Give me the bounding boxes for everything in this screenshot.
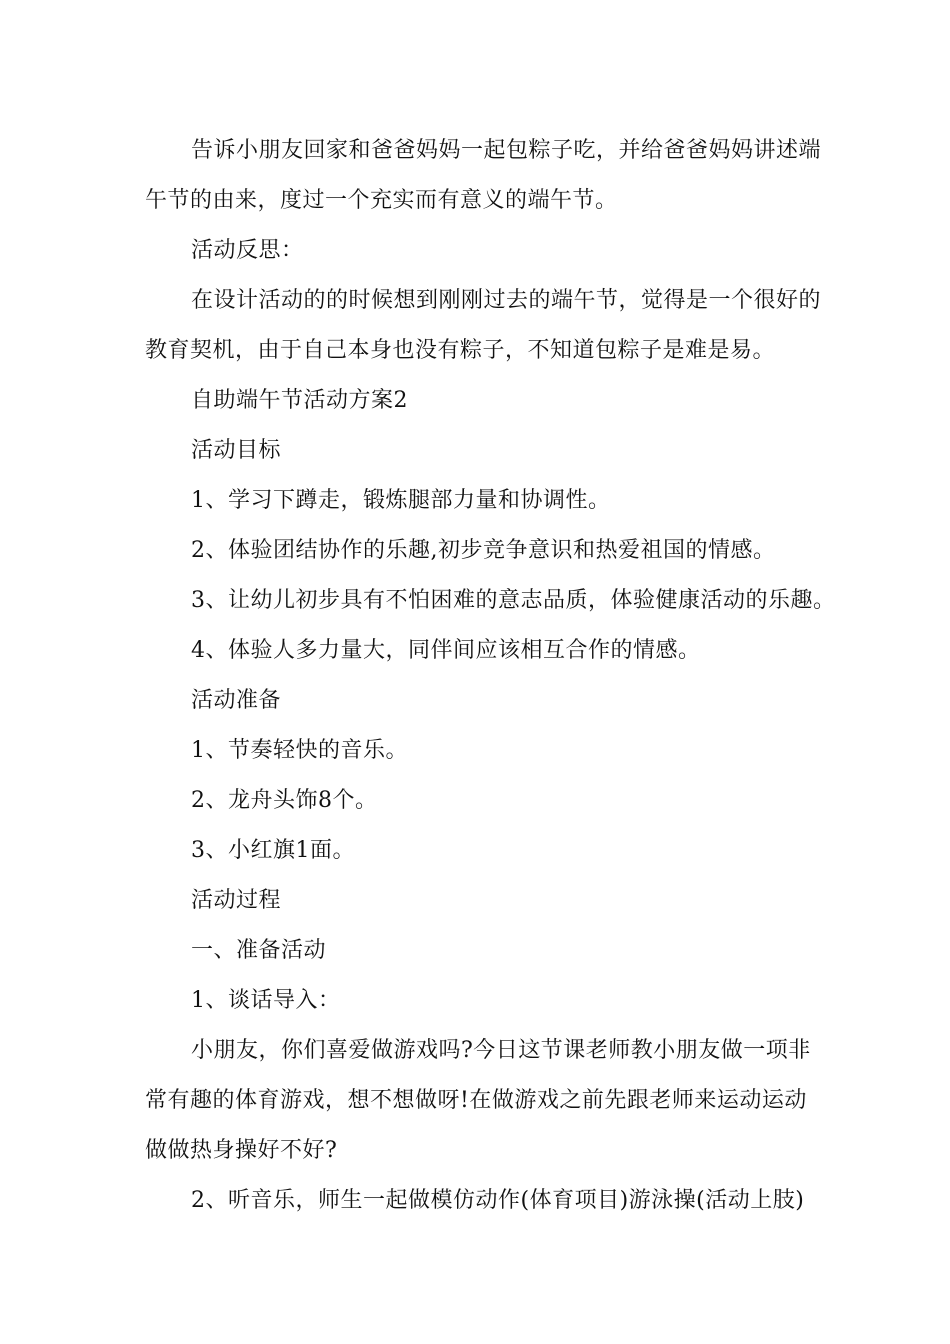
paragraph-goal-3: 3、让幼儿初步具有不怕困难的意志品质，体验健康活动的乐趣。 — [191, 588, 836, 613]
paragraph-warmup-heading: 一、准备活动 — [191, 938, 327, 963]
paragraph-goal-2: 2、体验团结协作的乐趣,初步竞争意识和热爱祖国的情感。 — [191, 538, 776, 563]
paragraph-preparation-2: 2、龙舟头饰8个。 — [191, 788, 378, 813]
paragraph-reflection-heading: 活动反思： — [191, 238, 304, 263]
paragraph-reflection-body: 在设计活动的的时候想到刚刚过去的端午节，觉得是一个很好的教育契机，由于自己本身也没有粽子，不知道包粽子是难是易。 — [145, 288, 822, 363]
paragraph-process-heading: 活动过程 — [191, 888, 282, 913]
paragraph-preparation-1: 1、节奏轻快的音乐。 — [191, 738, 408, 763]
paragraph-music-activity: 2、听音乐，师生一起做模仿动作(体育项目)游泳操(活动上肢) — [191, 1188, 805, 1213]
paragraph-intro-heading: 1、谈话导入： — [191, 988, 341, 1013]
paragraph-goal-4: 4、体验人多力量大，同伴间应该相互合作的情感。 — [191, 638, 701, 663]
paragraph-closing-activity: 告诉小朋友回家和爸爸妈妈一起包粽子吃，并给爸爸妈妈讲述端午节的由来，度过一个充实而有意义的端午节。 — [145, 138, 822, 213]
paragraph-preparation-3: 3、小红旗1面。 — [191, 838, 355, 863]
paragraph-plan-title: 自助端午节活动方案2 — [191, 388, 408, 413]
paragraph-goals-heading: 活动目标 — [191, 438, 282, 463]
paragraph-goal-1: 1、学习下蹲走，锻炼腿部力量和协调性。 — [191, 488, 611, 513]
paragraph-preparation-heading: 活动准备 — [191, 688, 282, 713]
paragraph-intro-body: 小朋友，你们喜爱做游戏吗?今日这节课老师教小朋友做一项非常有趣的体育游戏，想不想做呀!在做游戏之前先跟老师来运动运动做做热身操好不好? — [145, 1038, 811, 1163]
